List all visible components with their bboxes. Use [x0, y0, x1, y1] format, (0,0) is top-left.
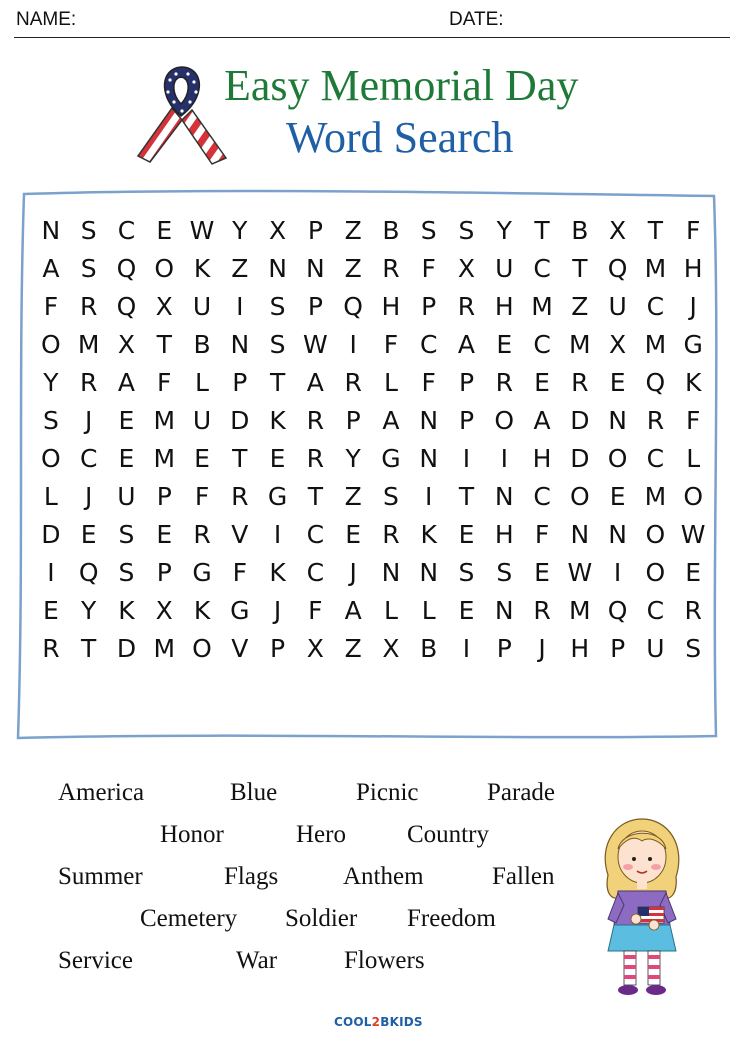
grid-letter: N [419, 444, 439, 473]
cool2bkids-logo: COOL2BKIDS [334, 1015, 423, 1029]
grid-letter: E [458, 596, 475, 625]
grid-letter: T [232, 444, 248, 473]
word-list-item: Cemetery [140, 905, 238, 932]
grid-letter: M [644, 482, 667, 511]
grid-letter: R [382, 520, 400, 549]
grid-letter: R [193, 520, 211, 549]
grid-letter: X [306, 634, 324, 663]
grid-letter: O [41, 330, 61, 359]
grid-letter: R [79, 292, 98, 321]
grid-letter: I [47, 558, 55, 587]
grid-letter: E [118, 406, 135, 435]
grid-letter: I [462, 444, 471, 473]
grid-letter: P [307, 216, 323, 245]
grid-row [32, 364, 712, 402]
grid-letter: H [494, 520, 514, 549]
grid-letter: N [570, 520, 590, 549]
grid-letter: E [496, 330, 513, 359]
grid-letter: S [269, 330, 286, 359]
grid-letter: R [457, 292, 476, 321]
title-line-2: Word Search [286, 113, 514, 162]
grid-letter: P [610, 634, 626, 663]
title-line-1: Easy Memorial Day [224, 61, 579, 110]
grid-letter: O [154, 254, 175, 283]
word-list-item: Anthem [343, 863, 424, 890]
grid-letter: R [571, 368, 589, 397]
grid-letter: S [420, 216, 437, 245]
grid-letter: D [570, 406, 590, 435]
grid-letter: S [80, 216, 97, 245]
grid-letter: N [419, 406, 439, 435]
grid-letter: B [420, 634, 438, 663]
grid-letter: U [646, 634, 665, 663]
grid-letter: F [308, 596, 323, 625]
grid-letter: A [457, 330, 476, 359]
grid-letter: Z [571, 292, 589, 321]
grid-letter: X [155, 596, 173, 625]
grid-letter: E [534, 558, 550, 587]
grid-letter: B [382, 216, 400, 245]
grid-letter: C [533, 330, 551, 359]
grid-letter: I [462, 634, 471, 663]
grid-letter: G [230, 596, 250, 625]
grid-letter: E [194, 444, 210, 473]
grid-letter: S [458, 558, 475, 587]
grid-letter: M [569, 596, 591, 625]
grid-letter: Q [645, 368, 666, 397]
grid-letter: J [84, 482, 93, 511]
grid-letter: K [269, 406, 286, 435]
grid-letter: R [231, 482, 249, 511]
grid-letter: S [496, 558, 513, 587]
grid-letter: C [646, 444, 665, 473]
grid-letter: Y [81, 596, 97, 625]
grid-letter: Q [607, 254, 628, 283]
grid-letter: I [349, 330, 357, 359]
grid-letter: K [193, 596, 211, 625]
grid-letter: P [307, 292, 323, 321]
grid-letter: M [531, 292, 553, 321]
grid-letter: C [306, 558, 325, 587]
word-list-item: War [236, 947, 278, 974]
grid-letter: F [194, 482, 210, 511]
grid-letter: Q [343, 292, 363, 321]
grid-letter: O [645, 520, 666, 549]
grid-row [32, 250, 712, 288]
grid-letter: G [267, 482, 288, 511]
grid-letter: U [495, 254, 514, 283]
grid-letter: E [156, 520, 173, 549]
grid-letter: Q [116, 292, 137, 321]
grid-letter: O [607, 444, 628, 473]
word-list-item: Soldier [285, 905, 358, 932]
grid-row [32, 554, 712, 592]
grid-letter: J [349, 558, 357, 587]
grid-letter: S [269, 292, 286, 321]
grid-letter: X [117, 330, 136, 359]
word-list-item: Blue [230, 779, 278, 806]
grid-letter: R [306, 444, 325, 473]
grid-letter: A [344, 596, 362, 625]
grid-letter: R [533, 596, 551, 625]
grid-letter: L [421, 596, 436, 625]
grid-row [32, 440, 712, 478]
grid-letter: K [684, 368, 702, 397]
grid-letter: Z [344, 634, 362, 663]
grid-letter: N [41, 216, 61, 245]
grid-letter: F [383, 330, 399, 359]
grid-letter: M [569, 330, 591, 359]
grid-letter: T [81, 634, 97, 663]
grid-letter: S [42, 406, 59, 435]
grid-letter: O [192, 634, 212, 663]
grid-letter: I [425, 482, 433, 511]
grid-letter: O [683, 482, 704, 511]
grid-letter: D [41, 520, 61, 549]
grid-letter: R [495, 368, 513, 397]
grid-letter: R [684, 596, 702, 625]
grid-letter: K [193, 254, 211, 283]
grid-letter: T [269, 368, 286, 397]
grid-letter: F [421, 254, 436, 283]
grid-letter: U [192, 406, 212, 435]
grid-letter: C [79, 444, 98, 473]
grid-letter: L [686, 444, 701, 473]
grid-letter: A [306, 368, 324, 397]
grid-letter: W [189, 216, 215, 245]
grid-letter: F [232, 558, 247, 587]
grid-letter: U [608, 292, 627, 321]
grid-letter: H [494, 292, 514, 321]
grid-letter: C [533, 254, 551, 283]
grid-letter: M [644, 254, 667, 283]
grid-letter: P [156, 482, 172, 511]
grid-letter: E [609, 482, 626, 511]
grid-letter: C [533, 482, 551, 511]
grid-letter: T [307, 482, 323, 511]
grid-letter: H [570, 634, 590, 663]
grid-letter: V [231, 520, 249, 549]
grid-letter: Y [345, 444, 361, 473]
grid-row [32, 212, 712, 250]
grid-letter: G [381, 444, 401, 473]
grid-letter: S [685, 634, 702, 663]
grid-letter: J [84, 406, 93, 435]
grid-letter: K [269, 558, 286, 587]
grid-letter: Q [78, 558, 99, 587]
grid-letter: A [117, 368, 135, 397]
word-list-item: Freedom [407, 905, 496, 932]
grid-letter: M [77, 330, 100, 359]
header-underline [14, 37, 730, 38]
grid-letter: L [195, 368, 209, 397]
grid-letter: E [458, 520, 475, 549]
grid-letter: Z [344, 216, 362, 245]
grid-letter: I [500, 444, 508, 473]
word-list-item: Parade [487, 779, 556, 806]
grid-letter: X [609, 216, 627, 245]
word-list-item: America [58, 779, 145, 806]
grid-letter: E [609, 368, 626, 397]
grid-letter: P [270, 634, 286, 663]
grid-letter: U [117, 482, 136, 511]
grid-letter: W [567, 558, 593, 587]
grid-letter: D [570, 444, 590, 473]
grid-letter: Y [232, 216, 248, 245]
grid-letter: E [534, 368, 550, 397]
grid-letter: F [43, 292, 59, 321]
grid-letter: B [193, 330, 211, 359]
word-search-grid [32, 212, 712, 668]
word-list-item: Picnic [356, 779, 419, 806]
grid-letter: X [382, 634, 400, 663]
grid-letter: C [117, 216, 136, 245]
grid-letter: G [192, 558, 212, 587]
grid-letter: E [118, 444, 135, 473]
grid-letter: S [382, 482, 399, 511]
grid-letter: R [646, 406, 665, 435]
grid-letter: R [382, 254, 400, 283]
grid-letter: G [683, 330, 703, 359]
grid-letter: M [644, 330, 667, 359]
grid-letter: C [419, 330, 438, 359]
grid-letter: M [153, 444, 176, 473]
grid-letter: Q [116, 254, 137, 283]
grid-letter: A [42, 254, 60, 283]
grid-letter: K [420, 520, 437, 549]
grid-letter: R [344, 368, 362, 397]
grid-letter: O [41, 444, 61, 473]
word-list-item: Country [407, 821, 489, 848]
grid-letter: H [532, 444, 552, 473]
grid-row [32, 516, 712, 554]
grid-letter: C [306, 520, 325, 549]
word-list-item: Flowers [344, 947, 425, 974]
grid-letter: V [231, 634, 249, 663]
word-list-item: Summer [58, 863, 143, 890]
grid-letter: E [269, 444, 286, 473]
grid-letter: X [457, 254, 476, 283]
grid-letter: N [230, 330, 250, 359]
grid-letter: W [680, 520, 706, 549]
grid-letter: P [421, 292, 437, 321]
word-list-item: Service [58, 947, 133, 974]
grid-letter: X [609, 330, 627, 359]
grid-letter: X [269, 216, 287, 245]
grid-letter: E [156, 216, 173, 245]
grid-letter: N [608, 520, 627, 549]
name-label: NAME: [16, 9, 77, 30]
grid-letter: Z [231, 254, 249, 283]
grid-letter: M [153, 634, 176, 663]
grid-letter: K [118, 596, 135, 625]
grid-letter: F [685, 216, 701, 245]
grid-letter: A [533, 406, 551, 435]
grid-letter: E [345, 520, 362, 549]
grid-letter: D [116, 634, 137, 663]
grid-letter: L [43, 482, 58, 511]
grid-letter: Z [344, 482, 362, 511]
grid-letter: P [458, 406, 475, 435]
word-list-item: Hero [296, 821, 346, 848]
grid-letter: W [302, 330, 328, 359]
grid-row [32, 592, 712, 630]
grid-letter: R [79, 368, 98, 397]
grid-letter: L [383, 368, 398, 397]
grid-letter: Y [496, 216, 512, 245]
grid-letter: Y [43, 368, 59, 397]
grid-letter: H [683, 254, 703, 283]
grid-letter: P [496, 634, 512, 663]
grid-letter: T [572, 254, 588, 283]
grid-letter: U [192, 292, 212, 321]
grid-letter: N [419, 558, 439, 587]
grid-letter: X [155, 292, 173, 321]
grid-letter: H [381, 292, 401, 321]
grid-row [32, 478, 712, 516]
grid-letter: T [647, 216, 664, 245]
grid-letter: B [571, 216, 589, 245]
grid-letter: N [268, 254, 287, 283]
grid-letter: T [534, 216, 550, 245]
grid-row [32, 326, 712, 364]
grid-letter: F [421, 368, 436, 397]
grid-letter: S [118, 558, 135, 587]
grid-letter: J [538, 634, 546, 663]
grid-letter: F [534, 520, 550, 549]
grid-letter: S [80, 254, 97, 283]
grid-letter: L [383, 596, 398, 625]
grid-letter: N [608, 406, 627, 435]
word-list-item: Honor [160, 821, 224, 848]
grid-letter: T [458, 482, 475, 511]
grid-letter: P [458, 368, 475, 397]
word-list-item: Fallen [492, 863, 555, 890]
grid-letter: Z [344, 254, 362, 283]
date-label: DATE: [449, 9, 504, 30]
grid-letter: C [646, 292, 665, 321]
grid-row [32, 630, 712, 668]
grid-letter: J [689, 292, 697, 321]
grid-letter: O [569, 482, 590, 511]
grid-letter: E [42, 596, 59, 625]
grid-letter: M [153, 406, 176, 435]
grid-row [32, 288, 712, 326]
grid-letter: N [381, 558, 401, 587]
grid-letter: N [306, 254, 325, 283]
word-list-item: Flags [224, 863, 279, 890]
grid-letter: I [273, 520, 282, 549]
grid-letter: C [646, 596, 665, 625]
grid-letter: S [118, 520, 135, 549]
awareness-ribbon-icon [132, 64, 230, 172]
grid-letter: P [345, 406, 361, 435]
grid-letter: D [230, 406, 250, 435]
grid-letter: O [645, 558, 666, 587]
grid-letter: E [80, 520, 97, 549]
grid-letter: P [156, 558, 172, 587]
grid-letter: Q [607, 596, 628, 625]
grid-letter: T [156, 330, 172, 359]
grid-letter: N [494, 482, 514, 511]
grid-letter: J [273, 596, 282, 625]
grid-letter: N [494, 596, 514, 625]
grid-letter: O [494, 406, 515, 435]
grid-letter: I [236, 292, 244, 321]
grid-letter: R [306, 406, 325, 435]
girl-with-flag-illustration [598, 815, 686, 1000]
grid-row [32, 402, 712, 440]
grid-letter: P [232, 368, 248, 397]
grid-letter: S [458, 216, 475, 245]
grid-letter: E [685, 558, 702, 587]
grid-letter: F [685, 406, 701, 435]
grid-letter: I [613, 558, 622, 587]
grid-letter: F [157, 368, 172, 397]
grid-letter: R [42, 634, 60, 663]
grid-letter: A [382, 406, 400, 435]
